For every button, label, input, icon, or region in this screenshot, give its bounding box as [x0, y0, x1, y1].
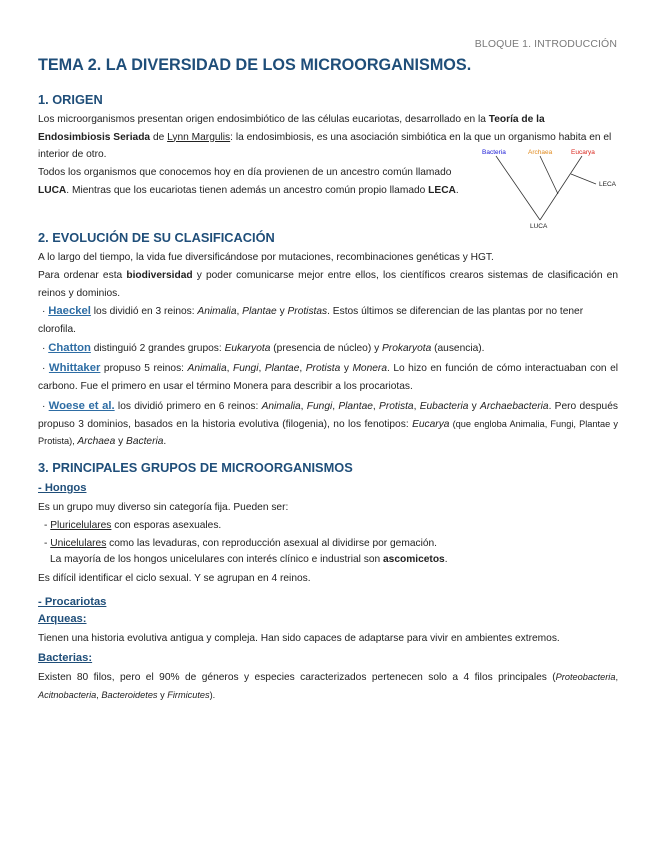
phylogenetic-tree-diagram [478, 146, 618, 230]
tree-label-luca: LUCA [530, 223, 548, 230]
hongos-unicelulares: - Unicelulares como las levaduras, con reproducción asexual al dividirse por gemación. [44, 538, 437, 549]
subheading-arqueas: Arqueas: [38, 613, 87, 625]
whittaker-item: · Whittaker propuso 5 reinos: Animalia, Fungi, Plantae, Protista y Monera. Lo hizo en función de cómo interactuaban con el carbono. Fue el primero en usar el término Monera para describir a los procariotas. [38, 362, 619, 392]
hongos-ciclo: Es difícil identificar el ciclo sexual. Y se agrupan en 4 reinos. [38, 573, 311, 584]
chatton-item: · Chatton distinguió 2 grandes grupos: Eukaryota (presencia de núcleo) y Prokaryota (ausencia). [42, 342, 485, 354]
woese-link[interactable]: Woese et al. [48, 400, 115, 412]
origen-paragraph-2: Todos los organismos que conocemos hoy en día provienen de un ancestro común llamado LUCA. Mientras que los eucariotas tienen además un ancestro común propio llamado LECA. [38, 167, 459, 196]
chatton-link[interactable]: Chatton [48, 342, 91, 354]
section-heading-evolucion: 2. EVOLUCIÓN DE SU CLASIFICACIÓN [38, 230, 275, 245]
hongos-intro: Es un grupo muy diverso sin categoría fija. Pueden ser: [38, 502, 289, 513]
arqueas-text: Tienen una historia evolutiva antigua y compleja. Han sido capaces de adaptarse para vivir en ambientes extremos. [38, 633, 560, 644]
tree-label-archaea: Archaea [528, 149, 553, 156]
section-heading-grupos: 3. PRINCIPALES GRUPOS DE MICROORGANISMOS [38, 460, 353, 475]
whittaker-link[interactable]: Whittaker [48, 362, 101, 374]
haeckel-item: · Haeckel los dividió en 3 reinos: Animalia, Plantae y Protistas. Estos últimos se diferencian de las plantas por no tener clorofila. [38, 305, 584, 335]
tree-label-leca: LECA [599, 181, 616, 188]
tree-label-bacteria: Bacteria [482, 149, 506, 156]
woese-item: · Woese et al. los dividió primero en 6 reinos: Animalia, Fungi, Plantae, Protista, Eubacteria y Archaebacteria. Pero después propuso 3 dominios, basados en la historia evolutiva (filogenia), no los fenotipos: Eucarya (que engloba Animalia, Fungi, Plantae y Protista), Archaea y Bacteria. [38, 400, 618, 448]
origen-paragraph-1: Los microorganismos presentan origen endosimbiótico de las células eucariotas, desarrollado en la Teoría de la Endosimbiosis Seriada de Lynn Margulis: la endosimbiosis, es una asociación simbiótica en la que un organismo habita en el interior de otro. [38, 114, 612, 161]
hongos-pluricelulares: - Pluricelulares con esporas asexuales. [44, 520, 222, 531]
section-heading-origen: 1. ORIGEN [38, 92, 103, 107]
evolucion-paragraph-2: Para ordenar esta biodiversidad y poder comunicarse mejor entre ellos, los científicos crearos sistemas de clasificación en reinos y dominios. [38, 270, 618, 299]
bacterias-text: Existen 80 filos, pero el 90% de géneros y especies caracterizados pertenecen solo a 4 filos principales (Proteobacteria, Acitnobacteria, Bacteroidetes y Firmicutes). [38, 672, 618, 700]
evolucion-paragraph-1: A lo largo del tiempo, la vida fue diversificándose por mutaciones, recombinaciones genéticas y HGT. [38, 252, 494, 263]
page-title: TEMA 2. LA DIVERSIDAD DE LOS MICROORGANISMOS. [38, 56, 472, 74]
tree-label-eucarya: Eucarya [571, 149, 595, 156]
haeckel-link[interactable]: Haeckel [48, 305, 91, 317]
hongos-ascomicetos: La mayoría de los hongos unicelulares con interés clínico e industrial son ascomicetos. [50, 554, 448, 565]
subheading-bacterias: Bacterias: [38, 652, 93, 664]
subheading-procariotas: - Procariotas [38, 596, 107, 608]
header-bloque: BLOQUE 1. INTRODUCCIÓN [474, 38, 617, 50]
subheading-hongos: - Hongos [38, 482, 87, 494]
